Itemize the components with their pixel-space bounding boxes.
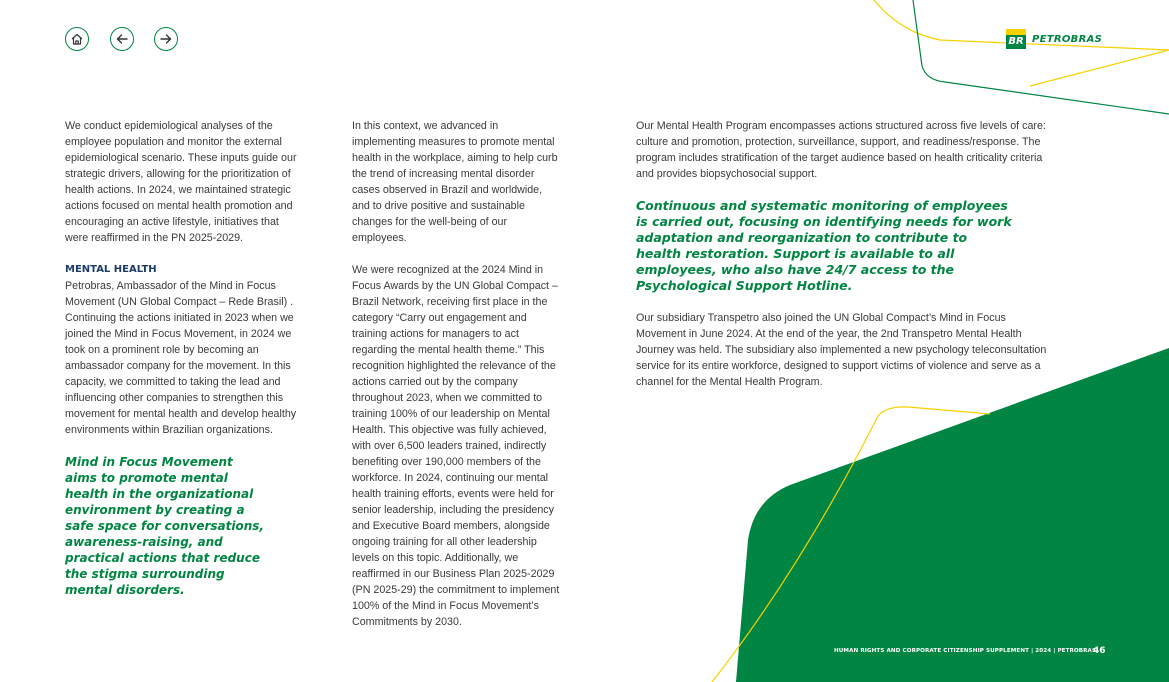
intro-paragraph: We conduct epidemiological analyses of the employee population and monitor the external epidemiological scenario. These inputs guide our strategic drivers, allowing for the prioritization of health actions. In 2024, we maintained strategic actions focused on mental health promotion and encouraging an active lifestyle, initiatives that were reaffirmed in the PN 2025-2029. [65, 120, 297, 244]
column-3 [636, 118, 1056, 406]
forward-button[interactable] [154, 27, 178, 51]
green-curve-top [913, 0, 1169, 114]
petrobras-logo [1006, 29, 1102, 49]
logo-wordmark: PETROBRAS [1032, 33, 1103, 45]
page-number: 46 [1093, 646, 1106, 656]
arrow-left-icon [115, 32, 129, 46]
column-1 [65, 118, 301, 614]
awards-paragraph: We were recognized at the 2024 Mind in Focus Awards by the UN Global Compact – Brazil Network, receiving first place in the category “Carry out engagement and training actions for managers to act regarding the mental health theme.” This recognition highlighted the relevance of the actions carried out by the company throughout 2023, when we committed to training 100% of our leadership on Mental Health. This objective was fully achieved, with over 6,500 leaders trained, indirectly benefiting over 190,000 members of the workforce. In 2024, continuing our mental health training efforts, events were held for senior leadership, including the presidency and Executive Board members, alongside ongoing training for all other leadership levels on this topic. Additionally, we reaffirmed in our Business Plan 2025-2029 (PN 2025-29) the commitment to implement 100% of the Mind in Focus Movement’s Commitments by 2030. [352, 264, 560, 628]
br-logo-mark: BR [1006, 29, 1026, 49]
home-button[interactable] [65, 27, 89, 51]
back-button[interactable] [110, 27, 134, 51]
footer-label: HUMAN RIGHTS AND CORPORATE CITIZENSHIP SUPPLEMENT | 2024 | PETROBRAS [834, 648, 1097, 654]
home-icon [70, 32, 84, 46]
program-paragraph: Our Mental Health Program encompasses actions structured across five levels of care: culture and promotion, protection, surveillance, support, and readiness/response. The program includes stratification of the target audience based on health criticality criteria and provides biopsychosocial support. [636, 120, 1046, 180]
context-paragraph: In this context, we advanced in implementing measures to promote mental health in the workplace, aiming to help curb the trend of increasing mental disorder cases observed in Brazil and worldwide, and to drive positive and sustainable changes for the well-being of our employees. [352, 120, 558, 244]
mental-health-paragraph: Petrobras, Ambassador of the Mind in Focus Movement (UN Global Compact – Rede Brasil) . Continuing the actions initiated in 2023 when we joined the Mind in Focus Movement, in 2024 we took on a prominent role by becoming an ambassador company for the movement. In this capacity, we committed to taking the lead and influencing other companies to strengthen this movement for mental health and develop healthy environments within Brazilian organizations. [65, 280, 297, 436]
yellow-curve-right [1030, 50, 1169, 86]
transpetro-paragraph: Our subsidiary Transpetro also joined the UN Global Compact’s Mind in Focus Movement in June 2024. At the end of the year, the 2nd Transpetro Mental Health Journey was held. The subsidiary also implemented a new psychology teleconsultation service for its entire workforce, designed to support victims of violence and serve as a channel for the Mental Health Program. [636, 312, 1047, 388]
arrow-right-icon [159, 32, 173, 46]
pull-quote-monitoring: Continuous and systematic monitoring of employees is carried out, focusing on identifying needs for work adaptation and reorganization to contribute to health restoration. Support is available to all employees, who also have 24/7 access to the Psychological Support Hotline. [636, 198, 1012, 293]
section-heading-mental-health: MENTAL HEALTH [65, 264, 157, 275]
pull-quote-mind-in-focus: Mind in Focus Movement aims to promote mental health in the organizational environment by creating a safe space for conversations, awareness-raising, and practical actions that reduce the stigma surrounding mental disorders. [65, 455, 264, 597]
column-2 [352, 118, 560, 646]
